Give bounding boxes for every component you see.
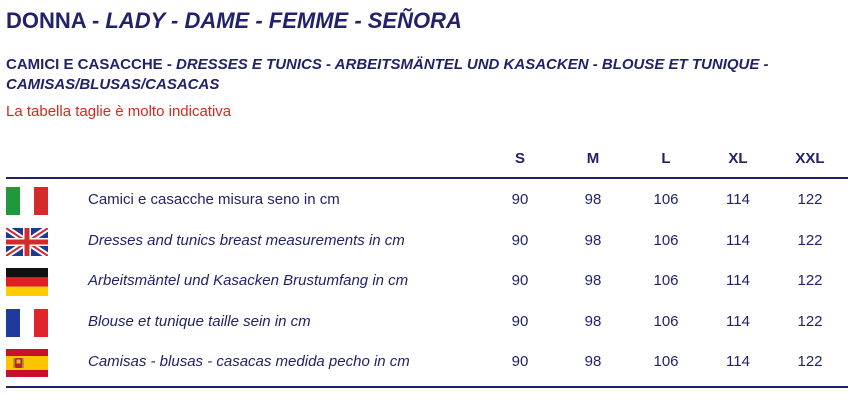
table-row [6, 301, 848, 342]
italy-flag-icon [6, 187, 48, 215]
value-m: 98 [584, 272, 602, 289]
value-l: 106 [653, 272, 679, 289]
size-table [6, 141, 848, 388]
value-s: 90 [511, 353, 529, 370]
table-row [6, 341, 848, 382]
value-xxl: 122 [797, 353, 823, 370]
size-header-xxl: XXL [795, 150, 825, 167]
value-m: 98 [584, 231, 602, 249]
value-m: 98 [584, 312, 602, 330]
value-l: 106 [653, 191, 679, 208]
table-row [6, 220, 848, 261]
value-xxl: 122 [797, 272, 823, 289]
table-row [6, 179, 848, 220]
value-l: 106 [653, 353, 679, 370]
value-xl: 114 [726, 231, 750, 249]
size-header-s: S [514, 150, 525, 167]
value-s: 90 [511, 191, 529, 208]
value-xxl: 122 [797, 191, 823, 208]
table-bottom-rule [6, 386, 848, 388]
title-part-2: LADY - DAME - FEMME - SEÑORA [105, 8, 462, 33]
value-xl: 114 [726, 312, 750, 330]
value-m: 98 [584, 353, 602, 370]
value-xxl: 122 [797, 231, 823, 249]
size-header-l: L [661, 150, 671, 167]
row-label: Blouse et tunique taille sein in cm [88, 312, 311, 330]
section-subtitle [6, 55, 806, 95]
size-header-row [6, 141, 848, 177]
value-xl: 114 [726, 353, 750, 370]
size-header-m: M [586, 150, 600, 167]
value-xl: 114 [726, 272, 750, 289]
page-title [6, 8, 462, 34]
value-l: 106 [653, 312, 679, 330]
value-xl: 114 [726, 191, 750, 208]
value-m: 98 [584, 191, 602, 208]
germany-flag-icon [6, 268, 48, 296]
spain-flag-icon [6, 349, 48, 377]
row-label: Dresses and tunics breast measurements in cm [88, 231, 405, 249]
title-part-1: DONNA - [6, 8, 106, 33]
subtitle-part-1: CAMICI E CASACCHE - [6, 56, 177, 73]
size-header-xl: XL [728, 150, 748, 167]
france-flag-icon [6, 309, 48, 337]
row-label: Camici e casacche misura seno in cm [88, 191, 340, 208]
size-note: La tabella taglie è molto indicativa [6, 103, 232, 120]
value-l: 106 [653, 231, 679, 249]
table-row [6, 260, 848, 301]
row-label: Camisas - blusas - casacas medida pecho in cm [88, 353, 410, 370]
value-s: 90 [511, 272, 529, 289]
value-xxl: 122 [797, 312, 823, 330]
value-s: 90 [511, 312, 529, 330]
subtitle-part-2: DRESSES E TUNICS - ARBEITSMÄNTEL UND KASACKEN - BLOUSE ET TUNIQUE - CAMISAS/BLUSAS/CASACAS [6, 56, 769, 93]
value-s: 90 [511, 231, 529, 249]
uk-flag-icon [6, 228, 48, 256]
row-label: Arbeitsmäntel und Kasacken Brustumfang in cm [88, 272, 409, 289]
